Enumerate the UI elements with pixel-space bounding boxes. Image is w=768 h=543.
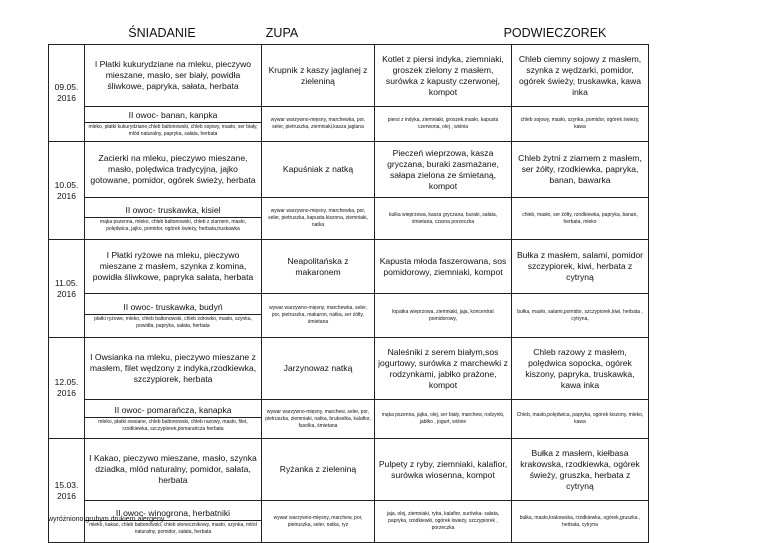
fruit-allergen-cell <box>85 400 262 439</box>
tea-allergens: Chleb, masło,polędwica, papryka, ogórek kiszony, mleko, kawa <box>512 400 649 439</box>
breakfast-cell: I Kakao, pieczywo mieszane, masło, szynka dziadka, mlód naturalny, pomidor, sałata, herbata <box>85 439 262 501</box>
fruit-text: II owoc- winogrona, herbatniki <box>85 507 261 521</box>
soup-cell: Neapolitańska z makaronem <box>262 240 375 294</box>
date-cell: 09.05. 2016 <box>49 45 85 142</box>
main-allergens: piersi z indyka, ziemniaki, groszek,masło, kapusta czerwona, olej , wiśnia <box>375 107 512 142</box>
breakfast-allergens: mleko, kakao, chleb baltonowski, chleb słonecznikowy, masło, szynka, mlód naturalny, pomidor, sałata, herbata <box>89 521 257 535</box>
tea-cell: Chleb razowy z masłem, polędwica sopocka, ogórek kiszony, papryka, truskawka, kawa inka <box>512 338 649 400</box>
day-row-lower <box>49 294 649 338</box>
main-course-cell: Kapusta młoda faszerowana, sos pomidorowy, ziemniaki, kompot <box>375 240 512 294</box>
day-row-upper <box>49 45 649 107</box>
soup-cell: Kapuśniak z natką <box>262 142 375 198</box>
soup-cell: Ryżanka z zieleniną <box>262 439 375 501</box>
day-row-upper <box>49 142 649 198</box>
date-cell: 11.05. 2016 <box>49 240 85 338</box>
breakfast-cell: Zacierki na mleku, pieczywo mieszane, masło, polędwica tradycyjna, jajko gotowane, pomidor, ogórek świeży, herbata <box>85 142 262 198</box>
header-zupa: ZUPA <box>265 26 299 40</box>
soup-allergens: wywar warzywno-mięsny, marchewka, por, seler, pietruszka, kapusta kiszona, ziemniaki, natka <box>262 198 375 240</box>
main-course-cell: Pulpety z ryby, ziemniaki, kalafior, surówka wiosenna, kompot <box>375 439 512 501</box>
tea-allergens: chleb sojowy, masło, szynka, pomidor, ogórek świeży, kawa <box>512 107 649 142</box>
main-course-cell: Naleśniki z serem białym,sos jogurtowy, surówka z marchewki z rodzynkami, jabłko prażone, kompot <box>375 338 512 400</box>
date-cell: 15.03. 2016 <box>49 439 85 543</box>
breakfast-cell: I Owsianka na mleku, pieczywo mieszane z masłem, filet wędzony z indyka,rzodkiewka, szczypiorek, herbata <box>85 338 262 400</box>
date-cell: 10.05. 2016 <box>49 142 85 240</box>
breakfast-allergens: mąka pszenna, mleko, chleb baltonowski, chleb z ziarnem, masło, polędwica, jajko, pomidor, ogórek świeży, herbata,truskawka <box>99 218 247 232</box>
day-row-lower <box>49 198 649 240</box>
soup-allergens: wywar warzywno-mięsny, marchewka, por, seler, pietruszka, ziemniaki,kasza jaglana <box>262 107 375 142</box>
fruit-allergen-cell <box>85 107 262 142</box>
day-row-lower <box>49 107 649 142</box>
soup-cell: Krupnik z kaszy jaglanej z zieleniną <box>262 45 375 107</box>
day-row-upper <box>49 338 649 400</box>
breakfast-cell: I Płatki kukurydziane na mleku, pieczywo mieszane, masło, ser biały, powidła śliwkowe, papryka, sałata, herbata <box>85 45 262 107</box>
day-row-upper <box>49 439 649 501</box>
breakfast-allergens: mleko, płatki owsiane, chleb baltonowski, chleb razowy, masło, filet, rzodkiewka, szczypiorek,pomarańcza herbata <box>98 419 248 432</box>
main-course-cell: Kotlet z piersi indyka, ziemniaki, groszek zielony z masłem, surówka z kapusty czerwonej, kompot <box>375 45 512 107</box>
fruit-allergen-cell <box>85 294 262 338</box>
main-allergens: mąka pszenna, jajka, olej, ser biały, marchew, rodzynki, jabłko , jogurt, wiśnie <box>375 400 512 439</box>
tea-cell: Chleb ciemny sojowy z masłem, szynka z wędzarki, pomidor, ogórek świeży, truskawka, kawa inka <box>512 45 649 107</box>
soup-allergens: wywar warzywno-mięsny, marchew, por, pietruszka, seler, natka, ryż <box>262 501 375 543</box>
main-course-cell: Pieczeń wieprzowa, kasza gryczana, buraki zasmażane, sałapa zielona ze śmietaną, kompot <box>375 142 512 198</box>
tea-allergens: bułka, masło,krakowska, rzodkiewka, ogórek,gruszka , herbata, cytryna <box>512 501 649 543</box>
allergen-footnote: wyróżniono grubym drukiem alergeny <box>48 516 165 523</box>
tea-cell: Chleb żytni z ziarnem z masłem, ser żółty, rzodkiewka, papryka, banan, bawarka <box>512 142 649 198</box>
fruit-allergen-cell <box>85 198 262 240</box>
fruit-text: II owoc- truskawka, kisiel <box>85 204 261 218</box>
soup-allergens: wywar warzywno-mięsny, marchew, seler, por, pietruszka, ziemniaki, natka, brukselka, kalafior, fasolka, śmietana <box>262 400 375 439</box>
tea-cell: Bułka z masłem, salami, pomidor szczypiorek, kiwi, herbata z cytryną <box>512 240 649 294</box>
day-row-lower <box>49 400 649 439</box>
main-allergens: kulka wieprzowa, kasza gryczana, buraki, sałata, śmietana, czarna porzeczka <box>375 198 512 240</box>
menu-table <box>48 44 649 543</box>
breakfast-allergens: płatki ryżowe, mleko, chleb baltonowski, chleb zdrowko, masło, szynka, powidła, papryka, sałata, herbata <box>94 315 252 329</box>
date-cell: 12.05. 2016 <box>49 338 85 439</box>
fruit-text: II owoc- pomarańcza, kanapka <box>85 404 261 418</box>
tea-allergens: chleb, masło, ser żółty, rzodkiewka, papryka, banan, herbata, mleko <box>512 198 649 240</box>
header-podwieczorek: PODWIECZOREK <box>503 26 607 40</box>
tea-cell: Bułka z masłem, kiełbasa krakowska, rzodkiewka, ogórek świeży, gruszka, herbata z cytryną <box>512 439 649 501</box>
header-sniadanie: ŚNIADANIE <box>128 26 196 40</box>
main-allergens: łopatka wieprzowa, ziemniaki, jaja, koncentrat pomidorowy, <box>375 294 512 338</box>
day-row-upper <box>49 240 649 294</box>
soup-allergens: wywar warzywno-mięsny, marchewka, seler, por, pietruszka, makaron, natka, ser żółty, śmietana <box>262 294 375 338</box>
fruit-text: II owoc- banan, kanpka <box>85 109 261 123</box>
main-allergens: jaja, olej, ziemniaki, ryba, kalafior, surówka- sałata, papryka, rzodkiewki, ogórek świeży, szczypiorek , porzeczka <box>375 501 512 543</box>
soup-cell: Jarzynowaz natką <box>262 338 375 400</box>
breakfast-allergens: mleko, płatki kukurydziane,chleb baltonowski, chleb sojowy, masło, ser biały, mlód naturalny, papryka, sałata, herbata <box>88 124 258 137</box>
tea-allergens: bułka, masło, salami,pomidor, szczypiorek,kiwi, herbata , cytryna, <box>512 294 649 338</box>
fruit-text: II owoc- truskawka, budyń <box>85 301 261 315</box>
breakfast-cell: I Płatki ryżowe na mleku, pieczywo mieszane z masłem, szynka z komina, powidła śliwkowe, papryka sałata, herbata <box>85 240 262 294</box>
